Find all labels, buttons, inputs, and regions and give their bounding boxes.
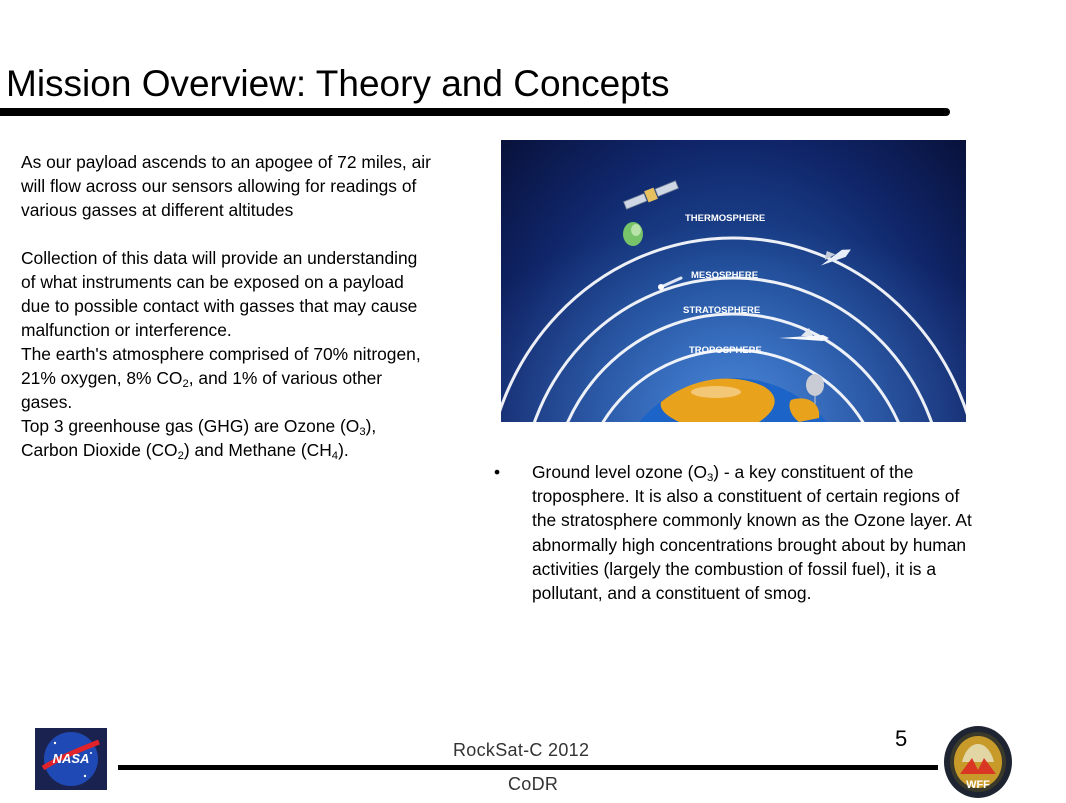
slide-title: Mission Overview: Theory and Concepts [6,63,670,104]
bullet-ozone: • Ground level ozone $(O_3)$ - a key constituent of the troposphere. It is also a constituent of certain regions of the stratosphere commonly known as the Ozone layer. At abnormally high concentrations brought about by human activities (largely the combustion of fossil fuel), it is a pollutant, and a constituent of smog. [494,462,972,604]
paragraph-atmosphere: The earth's atmosphere comprised of 70% nitrogen, 21% oxygen, 8% $CO_2$, and 1% of various other gases. [21,344,421,412]
wff-logo-text: WFF [966,779,990,791]
left-text-column [21,150,433,462]
space-debris-icon [623,222,643,246]
footer-title: RockSat-C 2012 [453,740,590,760]
footer-subtitle: CoDR [508,774,559,794]
paragraph-collection: Collection of this data will provide an understanding of what instruments can be exposed on a payload due to possible contact with gasses that may cause malfunction or interference. [21,248,418,340]
nasa-logo-text: NASA [52,751,90,766]
page-number: 5 [895,726,908,751]
atmosphere-layers-figure [501,140,966,422]
wff-logo-icon [938,718,1018,798]
label-thermosphere: THERMOSPHERE [685,213,766,224]
bullet-marker: • [494,462,501,482]
footer-divider [118,765,938,770]
title-underline [0,108,950,116]
label-troposphere: TROPOSPHERE [689,345,762,356]
paragraph-apogee: As our payload ascends to an apogee of 72 miles, air will flow across our sensors allowing for readings of various gasses at different altitudes [21,152,431,220]
label-mesosphere: MESOSPHERE [691,270,759,281]
ozone-bullet-list [490,460,975,605]
nasa-logo-icon [35,728,107,790]
label-stratosphere: STRATOSPHERE [683,305,761,316]
paragraph-ghg: Top 3 greenhouse gas (GHG) are Ozone $(O_3)$, Carbon Dioxide $(CO_2)$ and Methane $(CH_4)$. [21,416,377,463]
